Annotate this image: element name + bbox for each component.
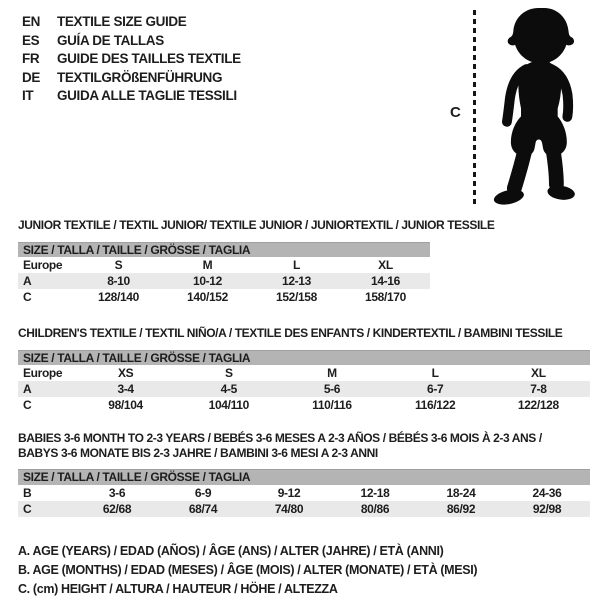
table-cell: 122/128	[517, 398, 559, 412]
footnote: B. AGE (MONTHS) / EDAD (MESES) / ÂGE (MOIS) / ALTER (MONATE) / ETÀ (MESI)	[18, 562, 478, 577]
table-body	[18, 485, 590, 517]
language-row	[22, 87, 241, 106]
table-cell: 116/122	[415, 398, 456, 412]
table-row	[18, 365, 590, 381]
section-title: BABIES 3-6 MONTH TO 2-3 YEARS / BEBÉS 3-6 MESES A 2-3 AÑOS / BÉBÉS 3-6 MOIS À 2-3 ANS /	[18, 431, 542, 445]
language-code: FR	[22, 51, 40, 67]
table-cell: 92/98	[504, 501, 590, 517]
table-cell: XS	[117, 366, 134, 380]
row-label: C	[23, 398, 32, 412]
size-header-bar: SIZE / TALLA / TAILLE / GRÖSSE / TAGLIA	[18, 242, 430, 257]
table-row	[18, 273, 430, 289]
size-header-row	[18, 470, 590, 485]
row-label: A	[18, 273, 74, 289]
table-cell: 24-36	[532, 485, 562, 500]
row-label: C	[18, 501, 74, 517]
table-cell: 140/152	[187, 290, 228, 304]
language-title: GUIDE DES TAILLES TEXTILE	[57, 51, 241, 67]
table-cell: M	[327, 366, 337, 380]
table-cell: 14-16	[341, 273, 430, 289]
table-cell: S	[224, 366, 233, 380]
footnote: C. (cm) HEIGHT / ALTURA / HAUTEUR / HÖHE / ALTEZZA	[18, 582, 338, 597]
table-cell: 12-18	[360, 485, 390, 500]
table-cell: 10-12	[163, 273, 252, 289]
size-guide-body	[18, 218, 590, 599]
table-cell: 9-12	[277, 485, 301, 500]
size-header-row	[18, 242, 430, 257]
table-row	[18, 501, 590, 517]
table-row	[18, 289, 430, 305]
language-title: GUIDA ALLE TAGLIE TESSILI	[57, 88, 237, 104]
language-code: IT	[22, 88, 34, 104]
footnote: A. AGE (YEARS) / EDAD (AÑOS) / ÂGE (ANS) / ALTER (JAHRE) / ETÀ (ANNI)	[18, 543, 444, 558]
size-table	[18, 350, 590, 414]
size-header-bar: SIZE / TALLA / TAILLE / GRÖSSE / TAGLIA	[18, 470, 590, 485]
row-label: Europe	[23, 258, 63, 272]
table-cell: S	[114, 258, 123, 272]
table-cell: 3-4	[74, 381, 177, 397]
table-head	[18, 242, 430, 257]
table-cell: 3-6	[108, 485, 126, 500]
table-cell: 80/86	[332, 501, 418, 517]
section-title: CHILDREN'S TEXTILE / TEXTIL NIÑO/A / TEXTILE DES ENFANTS / KINDERTEXTIL / BAMBINI TESSILE	[18, 326, 563, 340]
row-label: Europe	[23, 366, 63, 380]
language-code: EN	[22, 14, 41, 29]
table-head	[18, 470, 590, 485]
table-row	[18, 397, 590, 413]
language-title: TEXTILGRÖßENFÜHRUNG	[57, 69, 223, 85]
size-header-row	[18, 350, 590, 365]
section-babies-textile	[18, 431, 590, 517]
table-head	[18, 350, 590, 365]
language-row	[22, 69, 241, 88]
row-label: A	[18, 381, 74, 397]
table-row	[18, 381, 590, 397]
table-body	[18, 257, 430, 305]
table-cell: 12-13	[252, 273, 341, 289]
language-code: DE	[22, 69, 41, 85]
section-title: JUNIOR TEXTILE / TEXTIL JUNIOR/ TEXTILE JUNIOR / JUNIORTEXTIL / JUNIOR TESSILE	[18, 218, 495, 232]
footnotes	[18, 542, 590, 600]
table-cell: 18-24	[446, 485, 476, 500]
table-cell: L	[293, 258, 300, 272]
size-table	[18, 469, 590, 517]
row-label: C	[23, 290, 32, 304]
table-cell: 74/80	[246, 501, 332, 517]
table-cell: 110/116	[312, 398, 352, 412]
language-row	[22, 13, 241, 32]
table-cell: 5-6	[280, 381, 383, 397]
table-row	[18, 485, 590, 501]
table-cell: 4-5	[177, 381, 280, 397]
table-cell: 98/104	[108, 398, 143, 412]
language-code: ES	[22, 32, 40, 48]
language-title: GUÍA DE TALLAS	[57, 32, 164, 48]
language-row	[22, 32, 241, 51]
section-childrens-textile	[18, 326, 590, 413]
table-cell: 152/158	[276, 290, 317, 304]
row-label: B	[23, 485, 32, 500]
table-cell: 8-10	[74, 273, 163, 289]
table-cell: 128/140	[98, 290, 139, 304]
language-row	[22, 50, 241, 69]
table-cell: XL	[531, 366, 546, 380]
table-cell: 158/170	[365, 290, 406, 304]
table-body	[18, 365, 590, 413]
table-cell: 86/92	[418, 501, 504, 517]
table-cell: 104/110	[208, 398, 249, 412]
language-guide	[22, 13, 241, 106]
table-cell: XL	[378, 258, 393, 272]
baby-silhouette-icon	[479, 6, 593, 208]
table-cell: 68/74	[160, 501, 246, 517]
table-cell: L	[431, 366, 439, 380]
size-table	[18, 242, 430, 306]
height-measure-dashed-line	[473, 10, 476, 206]
language-title: TEXTILE SIZE GUIDE	[57, 14, 187, 29]
section-title: BABYS 3-6 MONATE BIS 2-3 JAHRE / BAMBINI 3-6 MESI A 2-3 ANNI	[18, 445, 378, 460]
section-junior-textile	[18, 218, 590, 305]
table-cell: 6-9	[194, 485, 212, 500]
height-measure-label: C	[450, 104, 461, 121]
table-cell: M	[202, 258, 213, 272]
table-row	[18, 257, 430, 273]
table-cell: 62/68	[74, 501, 160, 517]
table-cell: 7-8	[487, 381, 590, 397]
table-cell: 6-7	[384, 381, 487, 397]
size-header-bar: SIZE / TALLA / TAILLE / GRÖSSE / TAGLIA	[18, 350, 590, 365]
